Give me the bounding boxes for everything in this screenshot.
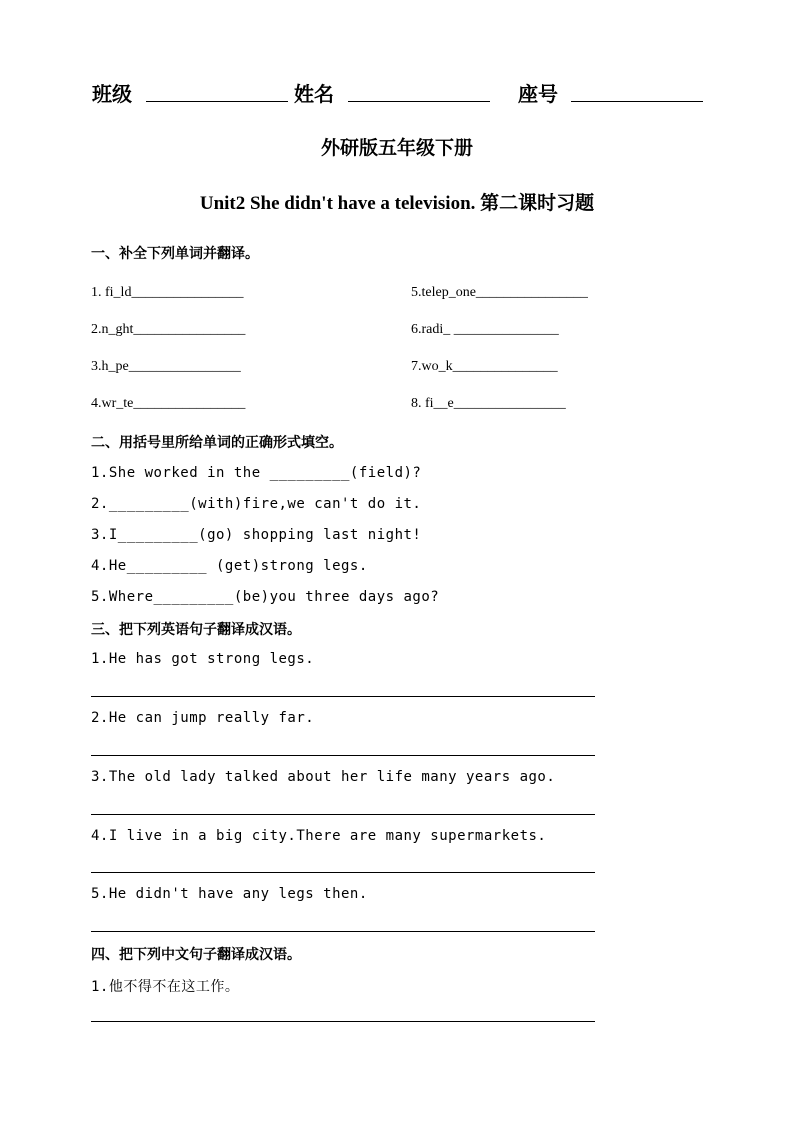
section4-heading: 四、把下列中文句子翻译成汉语。 xyxy=(91,947,301,963)
word-item-6: 6.radi_ _______________ xyxy=(411,322,559,337)
page-title: 外研版五年级下册 xyxy=(320,137,473,159)
translate-item-2: 2.He can jump really far. xyxy=(91,710,315,726)
fill-item-1: 1.She worked in the _________(field)? xyxy=(91,465,422,481)
name-label: 姓名 xyxy=(294,82,334,106)
chinese-item-1: 1.他不得不在这工作。 xyxy=(91,979,240,995)
seat-label: 座号 xyxy=(518,82,558,106)
answer-line-5[interactable] xyxy=(91,931,595,932)
class-field[interactable] xyxy=(146,101,288,102)
section2-heading: 二、用括号里所给单词的正确形式填空。 xyxy=(91,435,343,451)
translate-item-3: 3.The old lady talked about her life many years ago. xyxy=(91,769,556,785)
answer-line-1[interactable] xyxy=(91,696,595,697)
word-item-4: 4.wr_te________________ xyxy=(91,396,246,411)
answer-line-3[interactable] xyxy=(91,814,595,815)
word-item-7: 7.wo_k_______________ xyxy=(411,359,558,374)
section1-heading: 一、补全下列单词并翻译。 xyxy=(91,246,259,262)
seat-field[interactable] xyxy=(571,101,703,102)
page-subtitle: Unit2 She didn't have a television. 第二课时习题 xyxy=(199,193,595,214)
word-item-5: 5.telep_one________________ xyxy=(411,285,588,300)
class-label: 班级 xyxy=(92,82,132,106)
word-item-2: 2.n_ght________________ xyxy=(91,322,246,337)
translate-item-4: 4.I live in a big city.There are many supermarkets. xyxy=(91,828,547,844)
fill-item-4: 4.He_________ (get)strong legs. xyxy=(91,558,368,574)
fill-item-5: 5.Where_________(be)you three days ago? xyxy=(91,589,440,605)
word-item-1: 1. fi_ld________________ xyxy=(91,285,244,300)
answer-line-4[interactable] xyxy=(91,872,595,873)
answer-line-6[interactable] xyxy=(91,1021,595,1022)
word-item-3: 3.h_pe________________ xyxy=(91,359,241,374)
translate-item-5: 5.He didn't have any legs then. xyxy=(91,886,368,902)
fill-item-2: 2._________(with)fire,we can't do it. xyxy=(91,496,422,512)
name-field[interactable] xyxy=(348,101,490,102)
translate-item-1: 1.He has got strong legs. xyxy=(91,651,315,667)
section3-heading: 三、把下列英语句子翻译成汉语。 xyxy=(91,622,301,638)
word-item-8: 8. fi__e________________ xyxy=(411,396,566,411)
answer-line-2[interactable] xyxy=(91,755,595,756)
fill-item-3: 3.I_________(go) shopping last night! xyxy=(91,527,422,543)
